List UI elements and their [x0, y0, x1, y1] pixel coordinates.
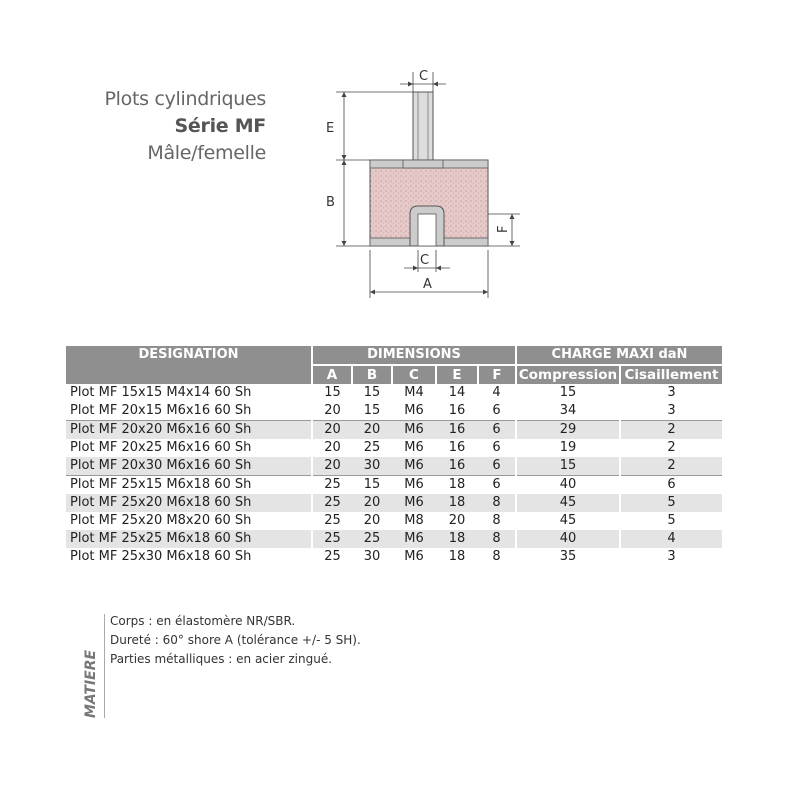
label-c-top: C — [419, 69, 429, 84]
material-line-1: Corps : en élastomère NR/SBR. — [110, 614, 296, 628]
col-header-a: A — [312, 365, 352, 384]
table-row: Plot MF 15x15 M4x14 60 Sh 15 15 M4 14 4 15 3 — [66, 384, 722, 402]
table-row: Plot MF 25x20 M6x18 60 Sh 25 20 M6 18 8 45 5 — [66, 494, 722, 512]
table-row: Plot MF 25x15 M6x18 60 Sh 25 15 M6 18 6 40 6 — [66, 476, 722, 495]
label-a: A — [423, 277, 432, 292]
title-block — [60, 86, 266, 167]
header-dimensions: DIMENSIONS — [312, 346, 516, 365]
material-divider — [104, 614, 105, 718]
table-row: Plot MF 25x25 M6x18 60 Sh 25 25 M6 18 8 40 4 — [66, 530, 722, 548]
label-c-bottom: C — [420, 253, 430, 268]
label-e: E — [326, 121, 335, 136]
table-row: Plot MF 20x30 M6x16 60 Sh 20 30 M6 16 6 15 2 — [66, 457, 722, 476]
table-row: Plot MF 25x20 M8x20 60 Sh 25 20 M8 20 8 45 5 — [66, 512, 722, 530]
header-charge: CHARGE MAXI daN — [516, 346, 722, 365]
title-line-3: Mâle/femelle — [147, 142, 266, 164]
male-stud — [403, 92, 443, 168]
table-row: Plot MF 20x20 M6x16 60 Sh 20 20 M6 16 6 29 2 — [66, 421, 722, 440]
title-line-1: Plots cylindriques — [104, 88, 266, 110]
svg-text:MATIERE: MATIERE — [83, 649, 99, 718]
material-label — [80, 612, 100, 720]
material-line-3: Parties métalliques : en acier zingué. — [110, 652, 333, 666]
table-row: Plot MF 20x25 M6x16 60 Sh 20 25 M6 16 6 19 2 — [66, 439, 722, 457]
col-header-c: C — [392, 365, 436, 384]
col-header-b: B — [352, 365, 392, 384]
col-header-f: F — [478, 365, 516, 384]
col-header-compression: Compression — [516, 365, 620, 384]
col-header-e: E — [436, 365, 478, 384]
group-header-row — [66, 346, 722, 365]
label-f: F — [496, 225, 511, 233]
spec-table — [66, 346, 722, 566]
material-line-2: Dureté : 60° shore A (tolérance +/- 5 SH). — [110, 633, 361, 647]
table-row: Plot MF 20x15 M6x16 60 Sh 20 15 M6 16 6 34 3 — [66, 402, 722, 421]
female-insert — [410, 206, 444, 246]
technical-drawing — [320, 60, 540, 300]
table-row: Plot MF 25x30 M6x18 60 Sh 25 30 M6 18 8 35 3 — [66, 548, 722, 566]
title-line-2: Série MF — [174, 115, 266, 137]
label-b: B — [326, 195, 335, 210]
header-designation: DESIGNATION — [66, 346, 312, 384]
col-header-cisaillement: Cisaillement — [620, 365, 722, 384]
